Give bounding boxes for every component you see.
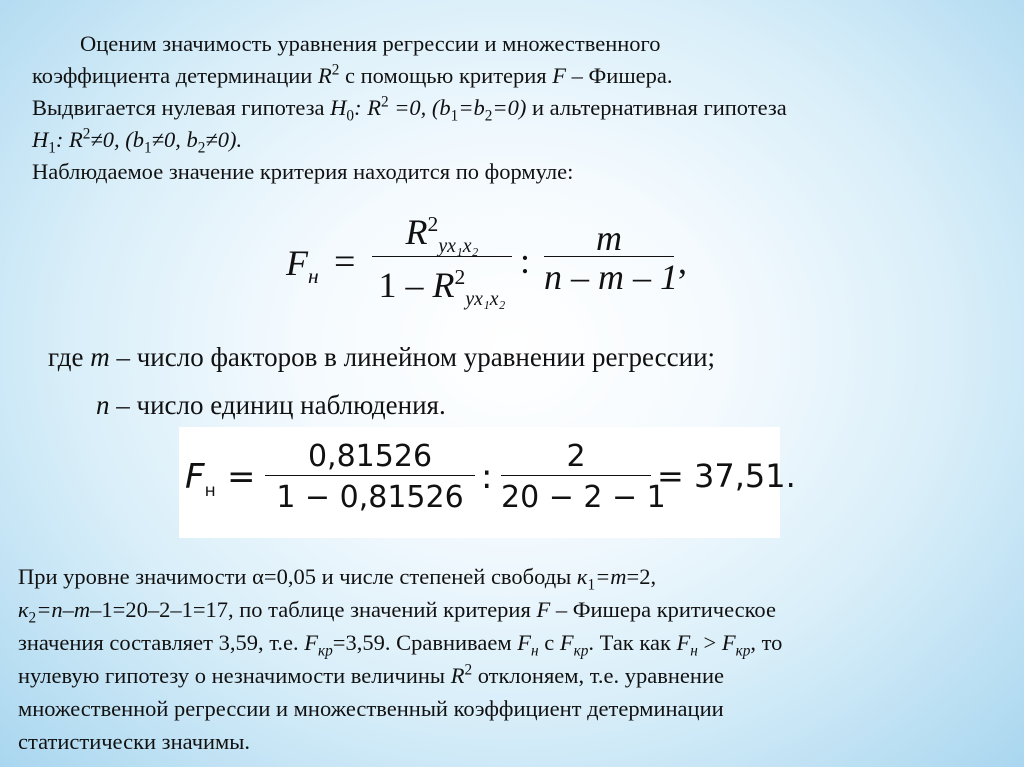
where-m-line: где m – число факторов в линейном уравнении регрессии; bbox=[48, 342, 716, 372]
intro-line-1: Оценим значимость уравнения регрессии и множественного bbox=[80, 31, 661, 56]
formula-colon: : bbox=[520, 241, 531, 281]
slide: Оценим значимость уравнения регрессии и множественного коэффициента детерминации $R^2$ с помощью критерия F – Фишера. Выдвигается нулевая гипотеза $H_0$: $R^2 =0$, $(b_1=b_2=0)$ и альтернативная гипотеза $H_1$: $R^2\ne 0$, ($b_1\ne 0$, $b_2\ne 0$). Наблюдаемое значение критерия находится по формуле: $F_н$ = $R^2_{yx_1x_2}$ $1 - R^2_{yx_1x_2}$ : m n – m – 1 , где m – число факторов в линейном уравнении регрессии; n – число единиц наблюдения. $F_н$ = 0,81526 1 − 0,81526 : 2 20 − 2 − 1 = 37,51. При уровне значимости α=0,05 и числе степеней свободы $к_1=m=2$, $к_2=n-m-1=20-2-1=17$, по таблице значений критерия F – Фишера критическое значения составляет 3,59, т.е. $F_{кр}=3,59$. Сравниваем $F_н$ с $F_{кр}$. Так как $F_н > F_{кр}$, то нулевую гипотезу о незначимости величины $R^2$ отклоняем, т.е. уравнение множественной регрессии и множественный коэффициент детерминации статистически значимы. bbox=[0, 0, 1024, 767]
intro-paragraph: Оценим значимость уравнения регрессии и множественного коэффициента детерминации $R^2$ с помощью критерия F – Фишера. Выдвигается нулевая гипотеза $H_0$: $R^2 =0$, $(b_1=b_2=0)$ и альтернативная гипотеза $H_1$: $R^2\ne 0$, ($b_1\ne 0$, $b_2\ne 0$). Наблюдаемое значение критерия находится по формуле: bbox=[32, 31, 787, 184]
df-fraction: m n – m – 1 bbox=[544, 218, 678, 297]
f-calculation-box: $F_н$ = 0,81526 1 − 0,81526 : 2 20 − 2 − 1 = 37,51. bbox=[179, 427, 780, 538]
where-n-line: n – число единиц наблюдения. bbox=[96, 390, 446, 420]
conclusion-paragraph: При уровне значимости α=0,05 и числе степеней свободы $к_1=m=2$, $к_2=n-m-1=20-2-1=17$, по таблице значений критерия F – Фишера критическое значения составляет 3,59, т.е. $F_{кр}=3,59$. Сравниваем $F_н$ с $F_{кр}$. Так как $F_н > F_{кр}$, то нулевую гипотезу о незначимости величины $R^2$ отклоняем, т.е. уравнение множественной регрессии и множественный коэффициент детерминации статистически значимы. bbox=[18, 564, 783, 754]
intro-line-5: Наблюдаемое значение критерия находится по формуле: bbox=[32, 159, 574, 184]
calc-fraction-1: 0,81526 1 − 0,81526 bbox=[265, 435, 475, 516]
calc-fraction-2: 2 20 − 2 − 1 bbox=[501, 439, 666, 515]
r2-fraction: $R^2_{yx_1x_2}$ $1 - R^2_{yx_1x_2}$ bbox=[372, 204, 512, 309]
calc-result: = 37,51. bbox=[657, 457, 796, 495]
formula-lhs: $F_н$ bbox=[286, 243, 319, 289]
formula-equals: = bbox=[334, 241, 356, 283]
